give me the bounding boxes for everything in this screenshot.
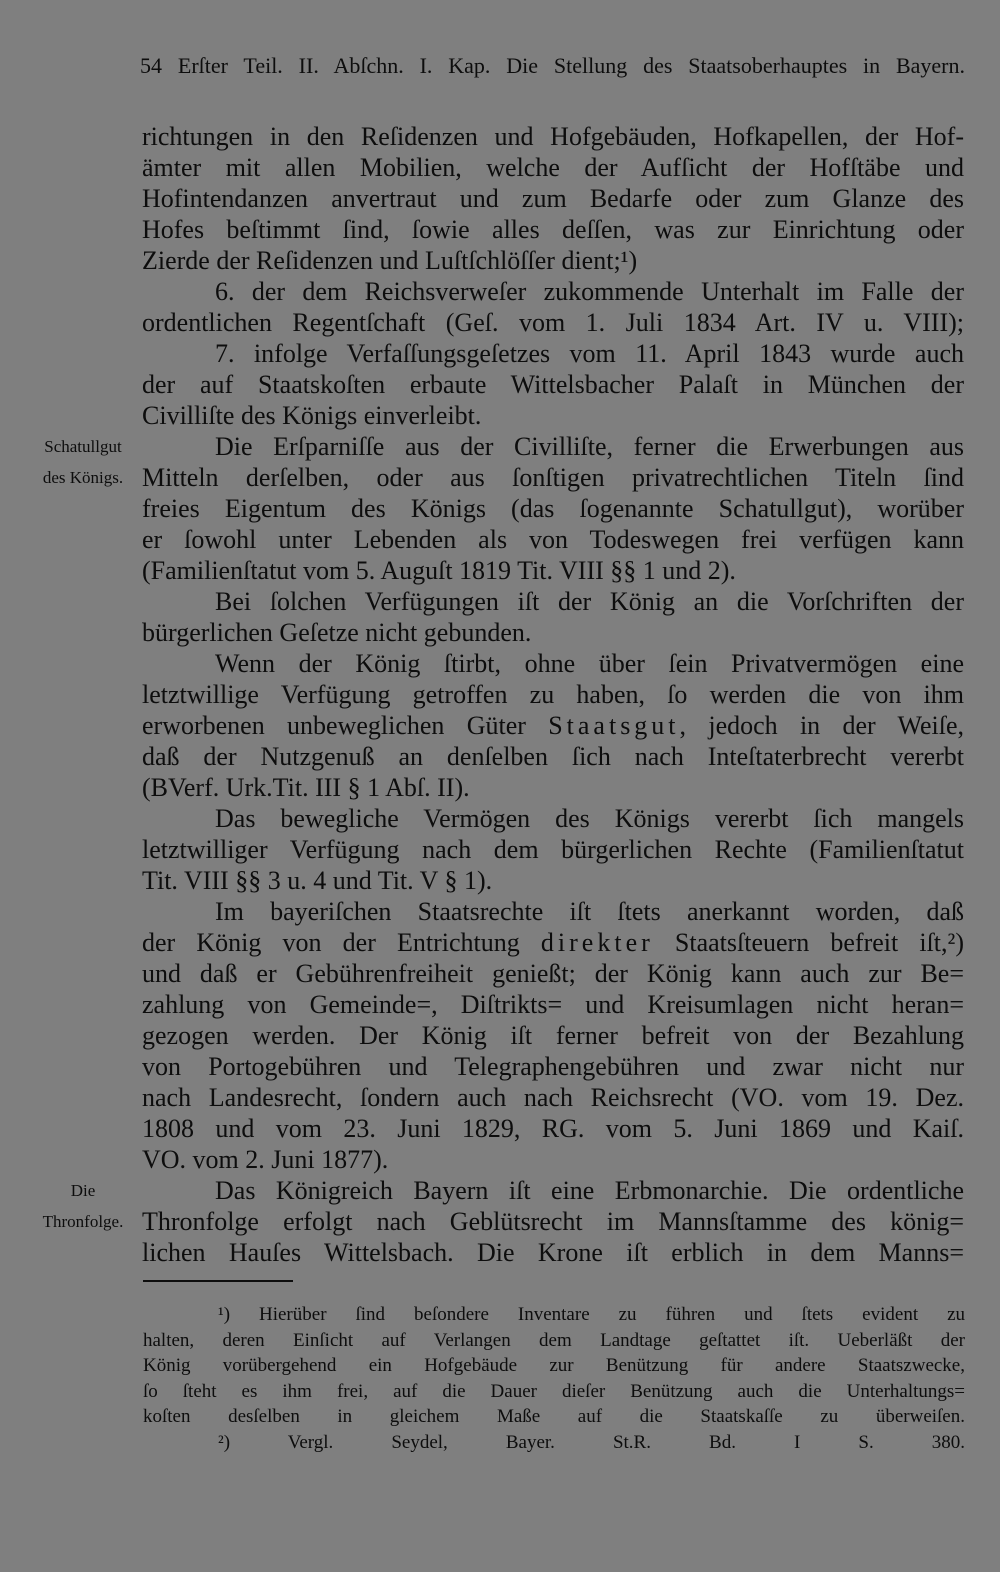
body-line xyxy=(142,710,964,741)
margin-note-line: Die xyxy=(70,1181,96,1200)
body-line: freies Eigentum des Königs (das ſogenannte Schatullgut), worüber xyxy=(142,494,964,523)
margin-note-schatullgut xyxy=(26,431,140,493)
body-line: daß der Nutzgenuß an denſelben ſich nach Inteſtaterbrecht vererbt xyxy=(142,742,964,771)
margin-note-thronfolge xyxy=(26,1175,140,1237)
body-line: 7. infolge Verfaſſungsgeſetzes vom 11. April 1843 wurde auch xyxy=(215,339,964,368)
page-number: 54 xyxy=(140,53,162,78)
body-line: ämter mit allen Mobilien, welche der Aufſicht der Hofſtäbe und xyxy=(142,153,964,182)
footnote-line: ſo ſteht es ihm frei, auf die Dauer dieſer Benützung auch die Unterhaltungs= xyxy=(143,1380,965,1402)
footnote-line: halten, deren Einſicht auf Verlangen dem Landtage geſtattet iſt. Ueberläßt der xyxy=(143,1329,965,1351)
body-line: VO. vom 2. Juni 1877). xyxy=(142,1145,389,1174)
body-line: nach Landesrecht, ſondern auch nach Reichsrecht (VO. vom 19. Dez. xyxy=(142,1083,964,1112)
margin-note-line: des Königs. xyxy=(42,468,124,487)
body-line: Das bewegliche Vermögen des Königs vererbt ſich mangels xyxy=(215,804,964,833)
body-line: Hofintendanzen anvertraut und zum Bedarfe oder zum Glanze des xyxy=(142,184,964,213)
footnote-line: König vorübergehend ein Hofgebäude zur Benützung für andere Staatszwecke, xyxy=(143,1355,965,1376)
body-line: letztwilliger Verfügung nach dem bürgerlichen Rechte (Familienſtatut xyxy=(142,835,964,864)
margin-note-line: Schatullgut xyxy=(44,437,122,456)
spaced-word: direkter xyxy=(540,928,654,957)
body-line: Hofes beſtimmt ſind, ſowie alles deſſen, was zur Einrichtung oder xyxy=(142,215,964,244)
body-line: (BVerf. Urk.Tit. III § 1 Abſ. II). xyxy=(142,773,470,802)
footnotes xyxy=(143,1302,965,1455)
margin-note-line: Thronfolge. xyxy=(42,1212,124,1231)
body-line: Zierde der Reſidenzen und Luſtſchlöſſer dient;¹) xyxy=(142,246,638,275)
line-segment: der König von der Entrichtung xyxy=(142,928,541,957)
body-line: letztwillige Verfügung getroffen zu haben, ſo werden die von ihm xyxy=(142,680,964,709)
footnote-line: ¹) Hierüber ſind beſondere Inventare zu führen und ſtets evident zu xyxy=(218,1304,965,1325)
body-line: 6. der dem Reichsverweſer zukommende Unterhalt im Falle der xyxy=(215,277,964,306)
footnote-line: koſten desſelben in gleichem Maße auf die Staatskaſſe zu überweiſen. xyxy=(143,1406,965,1427)
running-header xyxy=(140,50,965,82)
body-text xyxy=(142,121,964,1268)
body-line: richtungen in den Reſidenzen und Hofgebäuden, Hofkapellen, der Hof- xyxy=(142,122,964,151)
body-line: der auf Staatskoſten erbaute Wittelsbacher Palaſt in München der xyxy=(142,370,964,399)
spaced-word: Staatsgut xyxy=(548,711,680,740)
body-line: Thronfolge erfolgt nach Geblütsrecht im Mannsſtamme des könig= xyxy=(142,1207,964,1236)
footnote-rule xyxy=(143,1280,293,1282)
body-line: lichen Hauſes Wittelsbach. Die Krone iſt erblich in dem Manns= xyxy=(142,1238,964,1267)
body-line: von Portogebühren und Telegraphengebühren und zwar nicht nur xyxy=(142,1052,964,1081)
body-line: er ſowohl unter Lebenden als von Todeswegen frei verfügen kann xyxy=(142,525,964,554)
footnote-line: ²) Vergl. Seydel, Bayer. St.R. Bd. I S. 380. xyxy=(218,1431,965,1453)
body-line: gezogen werden. Der König iſt ferner befreit von der Bezahlung xyxy=(142,1021,964,1050)
body-line: bürgerlichen Geſetze nicht gebunden. xyxy=(142,618,532,647)
body-line xyxy=(142,927,964,958)
line-segment: Staatsſteuern befreit iſt,²) xyxy=(653,928,964,957)
body-line: (Familienſtatut vom 5. Auguſt 1819 Tit. VIII §§ 1 und 2). xyxy=(142,556,736,585)
body-line: Wenn der König ſtirbt, ohne über ſein Privatvermögen eine xyxy=(215,649,964,678)
body-line: zahlung von Gemeinde=, Diſtrikts= und Kreisumlagen nicht heran= xyxy=(142,990,964,1019)
body-line: 1808 und vom 23. Juni 1829, RG. vom 5. Juni 1869 und Kaiſ. xyxy=(142,1114,964,1143)
body-line: und daß er Gebührenfreiheit genießt; der König kann auch zur Be= xyxy=(142,959,964,988)
body-line: Mitteln derſelben, oder aus ſonſtigen privatrechtlichen Titeln ſind xyxy=(142,463,964,492)
body-line: Die Erſparniſſe aus der Civilliſte, ferner die Erwerbungen aus xyxy=(215,432,964,461)
body-line: Im bayeriſchen Staatsrechte iſt ſtets anerkannt worden, daß xyxy=(215,897,964,926)
body-line: Tit. VIII §§ 3 u. 4 und Tit. V § 1). xyxy=(142,866,493,895)
body-line: ordentlichen Regentſchaft (Geſ. vom 1. Juli 1834 Art. IV u. VIII); xyxy=(142,308,964,337)
body-line: Das Königreich Bayern iſt eine Erbmonarchie. Die ordentliche xyxy=(215,1176,964,1205)
running-title: Erſter Teil. II. Abſchn. I. Kap. Die Stellung des Staatsoberhauptes in Bayern. xyxy=(177,53,966,78)
body-line: Civilliſte des Königs einverleibt. xyxy=(142,401,482,430)
line-segment: , jedoch in der Weiſe, xyxy=(679,711,964,740)
body-line: Bei ſolchen Verfügungen iſt der König an die Vorſchriften der xyxy=(215,587,964,616)
line-segment: erworbenen unbeweglichen Güter xyxy=(142,711,549,740)
